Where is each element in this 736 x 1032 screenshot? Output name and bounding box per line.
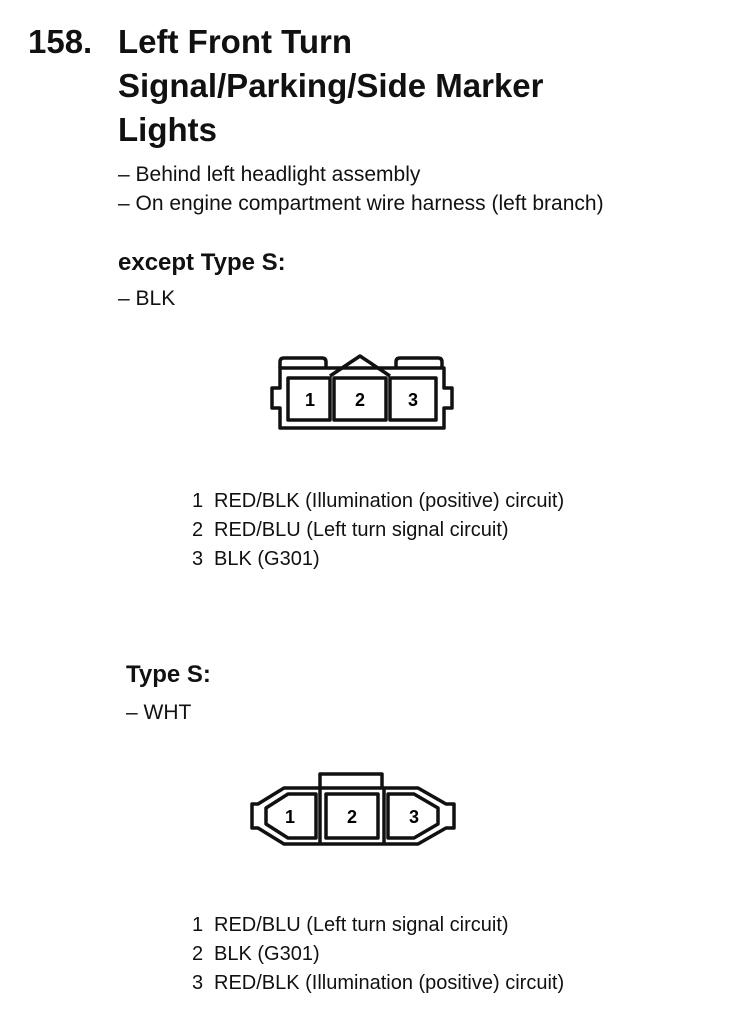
pin-row: 1 RED/BLU (Left turn signal circuit) bbox=[192, 914, 509, 936]
title-line: Left Front Turn bbox=[118, 23, 352, 60]
connector-pin-label: 1 bbox=[304, 390, 316, 410]
title-line: Signal/Parking/Side Marker bbox=[118, 67, 544, 104]
pin-list bbox=[192, 911, 564, 998]
location-list bbox=[118, 160, 604, 218]
location-item: – On engine compartment wire harness (left branch) bbox=[118, 192, 604, 215]
pin-row: 3 RED/BLK (Illumination (positive) circuit) bbox=[192, 972, 565, 994]
connector-pin-label: 3 bbox=[407, 390, 419, 410]
connector-color: – BLK bbox=[118, 287, 176, 310]
connector-pin-label: 3 bbox=[408, 807, 420, 827]
connector-diagram-blk bbox=[262, 350, 462, 432]
pin-row: 2 BLK (G301) bbox=[192, 943, 320, 965]
connector-pin-label: 1 bbox=[284, 807, 296, 827]
location-item: – Behind left headlight assembly bbox=[118, 163, 421, 186]
pin-row: 1 RED/BLK (Illumination (positive) circuit) bbox=[192, 490, 565, 512]
section-heading: except Type S: bbox=[118, 249, 286, 276]
item-number: 158. bbox=[28, 23, 93, 60]
connector-color: – WHT bbox=[126, 701, 192, 724]
connector-pin-label: 2 bbox=[346, 807, 358, 827]
title-line: Lights bbox=[118, 111, 217, 148]
pin-row: 3 BLK (G301) bbox=[192, 548, 320, 570]
connector-pin-label: 2 bbox=[354, 390, 366, 410]
connector-diagram-wht bbox=[244, 768, 462, 850]
page-title bbox=[118, 20, 718, 152]
pin-list bbox=[192, 487, 564, 574]
section-heading: Type S: bbox=[126, 661, 211, 688]
pin-row: 2 RED/BLU (Left turn signal circuit) bbox=[192, 519, 509, 541]
